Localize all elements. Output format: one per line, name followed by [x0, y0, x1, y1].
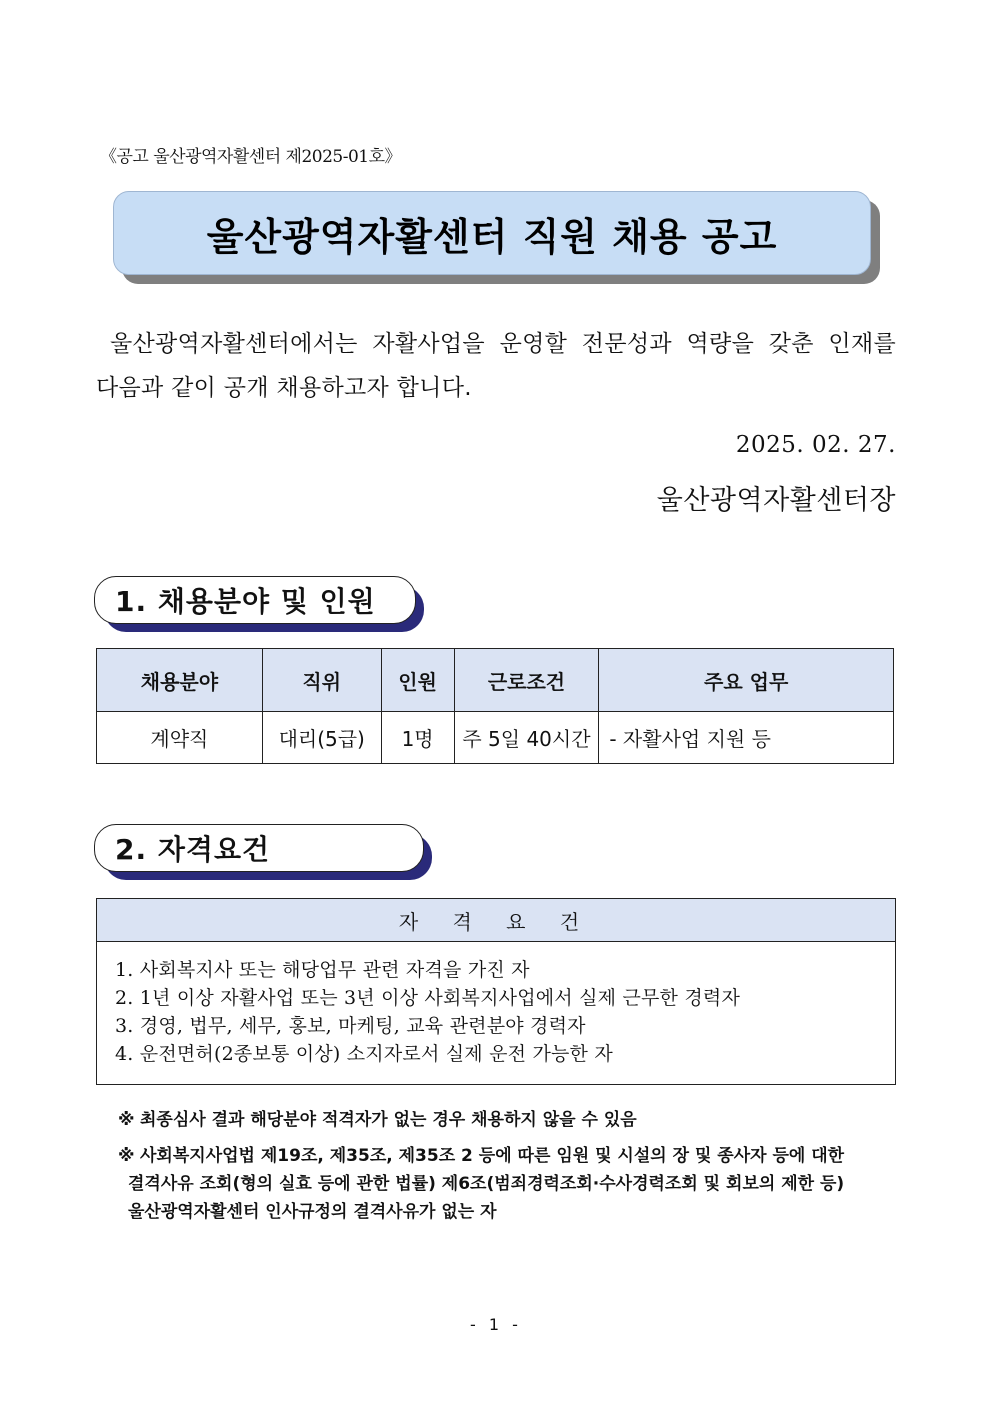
document-title: 울산광역자활센터 직원 채용 공고	[206, 214, 778, 259]
column-header: 근로조건	[454, 649, 599, 712]
intro-paragraph	[96, 322, 896, 410]
list-item: 4. 운전면허(2종보통 이상) 소지자로서 실제 운전 가능한 자	[115, 1043, 613, 1065]
column-header: 인원	[381, 649, 454, 712]
table-row	[97, 712, 894, 764]
table-cell: 1명	[381, 712, 454, 764]
list-item: 2. 1년 이상 자활사업 또는 3년 이상 사회복지사업에서 실제 근무한 경력자	[115, 987, 741, 1009]
column-header: 직위	[262, 649, 381, 712]
qualifications-table	[96, 898, 896, 1085]
table-header-row	[97, 649, 894, 712]
table-cell: 주 5일 40시간	[454, 712, 599, 764]
table-cell: 계약직	[97, 712, 263, 764]
note-2-line-1: 사회복지사업법 제19조, 제35조, 제35조 2 등에 따른 임원 및 시설의 장 및 종사자 등에 대한	[140, 1146, 845, 1166]
signer: 울산광역자활센터장	[656, 485, 896, 516]
intro-line-2: 다음과 같이 공개 채용하고자 합니다.	[96, 375, 472, 401]
note-2-line-2: 결격사유 조회(형의 실효 등에 관한 법률) 제6조(범죄경력조회·수사경력조회 및 회보의 제한 등)	[128, 1174, 845, 1194]
list-item: 1. 사회복지사 또는 해당업무 관련 자격을 가진 자	[115, 959, 530, 981]
qualifications-list	[97, 942, 895, 1068]
notice-number: 《공고 울산광역자활센터 제2025-01호》	[100, 147, 402, 167]
section2-heading-text: 2. 자격요건	[115, 833, 271, 866]
intro-line-1: 울산광역자활센터에서는 자활사업을 운영할 전문성과 역량을 갖춘 인재를	[110, 331, 896, 357]
note-2	[118, 1142, 898, 1226]
section1-heading	[94, 576, 416, 624]
title-banner	[113, 191, 871, 275]
column-header: 채용분야	[97, 649, 263, 712]
note-2-line-3: 울산광역자활센터 인사규정의 결격사유가 없는 자	[128, 1202, 497, 1222]
section1-heading-text: 1. 채용분야 및 인원	[115, 585, 376, 618]
column-header: 주요 업무	[599, 649, 894, 712]
page-number: - 1 -	[470, 1315, 522, 1334]
section2-heading	[94, 824, 424, 872]
table-cell: 대리(5급)	[262, 712, 381, 764]
note-1-text: 최종심사 결과 해당분야 적격자가 없는 경우 채용하지 않을 수 있음	[140, 1110, 637, 1130]
note-1	[118, 1106, 898, 1134]
reference-mark: ※	[118, 1146, 135, 1166]
recruitment-table	[96, 648, 894, 764]
announcement-date: 2025. 02. 27.	[735, 432, 896, 458]
table-cell: - 자활사업 지원 등	[599, 712, 894, 764]
qualifications-header: 자 격 요 건	[97, 899, 895, 942]
list-item: 3. 경영, 법무, 세무, 홍보, 마케팅, 교육 관련분야 경력자	[115, 1015, 586, 1037]
reference-mark: ※	[118, 1110, 135, 1130]
